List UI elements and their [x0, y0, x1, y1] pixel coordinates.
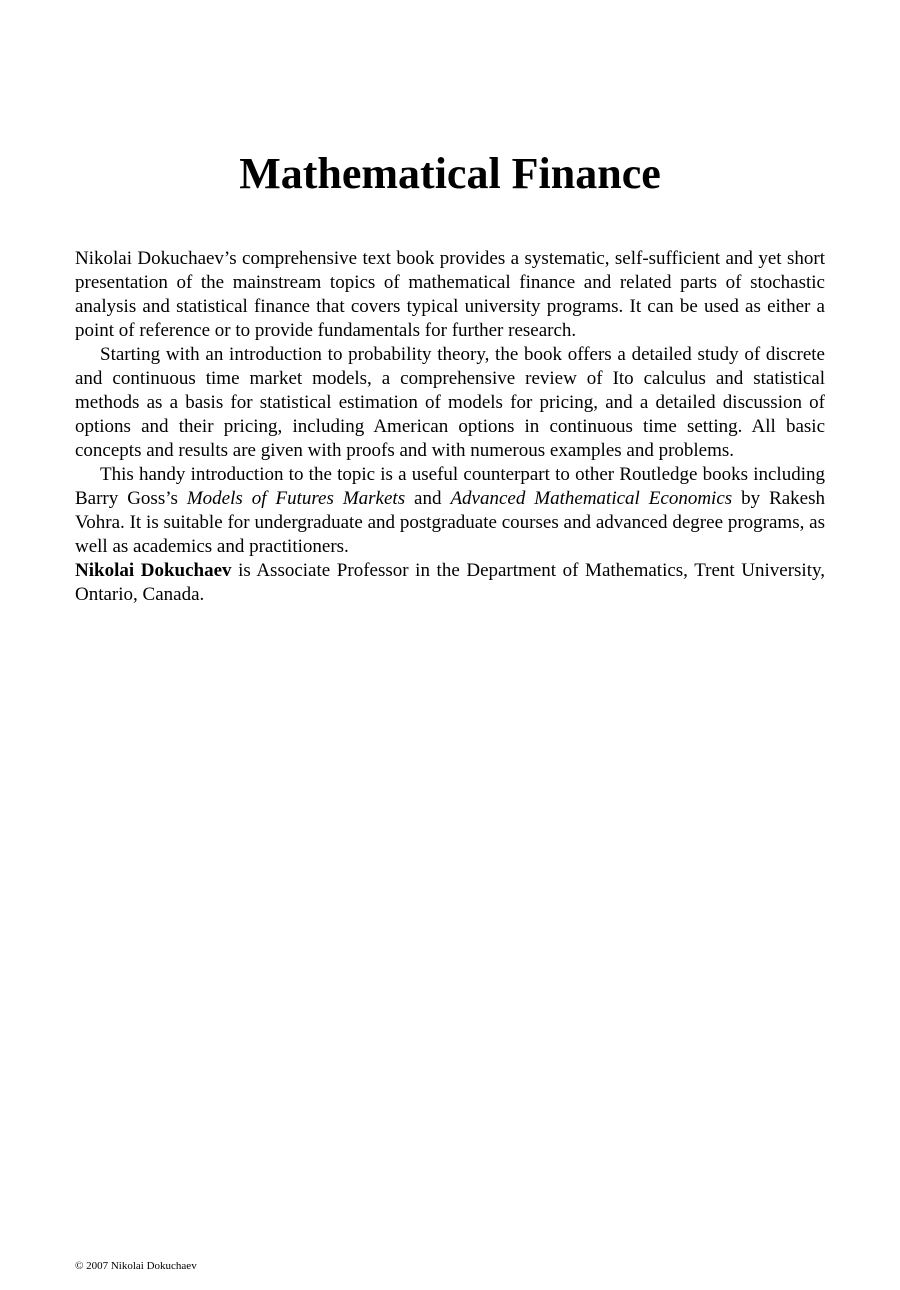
text-fragment: and — [405, 488, 451, 509]
paragraph-audience — [75, 463, 825, 559]
book-title-models-of-futures-markets: Models of Futures Markets — [186, 488, 406, 509]
book-title-advanced-mathematical-economics: Advanced Mathematical Economics — [450, 488, 733, 509]
page-title: Mathematical Finance — [239, 149, 661, 198]
text-fragment: by Rakesh Vohra. It is suitable for undergraduate and postgraduate courses and advanced degree programs, as well as academics and practitioners. — [75, 488, 825, 557]
text-fragment: This handy introduction to the topic is a useful counterpart to other Routledge books including Barry Goss’s — [75, 464, 825, 509]
paragraph-contents: Starting with an introduction to probability theory, the book offers a detailed study of discrete and continuous time market models, a comprehensive review of Ito calculus and statistical methods as a basis for statistical estimation of models for pricing, and a detailed discussion of options and their pricing, including American options in continuous time setting. All basic concepts and results are given with proofs and with numerous examples and problems. — [75, 344, 825, 461]
copyright-notice: © 2007 Nikolai Dokuchaev — [75, 1260, 197, 1272]
body-text — [75, 247, 825, 607]
paragraph-author-bio — [75, 559, 825, 607]
paragraph-intro: Nikolai Dokuchaev’s comprehensive text book provides a systematic, self-sufficient and yet short presentation of the mainstream topics of mathematical finance and related parts of stochastic analysis and statistical finance that covers typical university programs. It can be used as either a point of reference or to provide fundamentals for further research. — [75, 248, 825, 341]
text-fragment: is Associate Professor in the Department of Mathematics, Trent University, Ontario, Canada. — [75, 560, 825, 605]
author-name: Nikolai Dokuchaev — [75, 560, 232, 581]
